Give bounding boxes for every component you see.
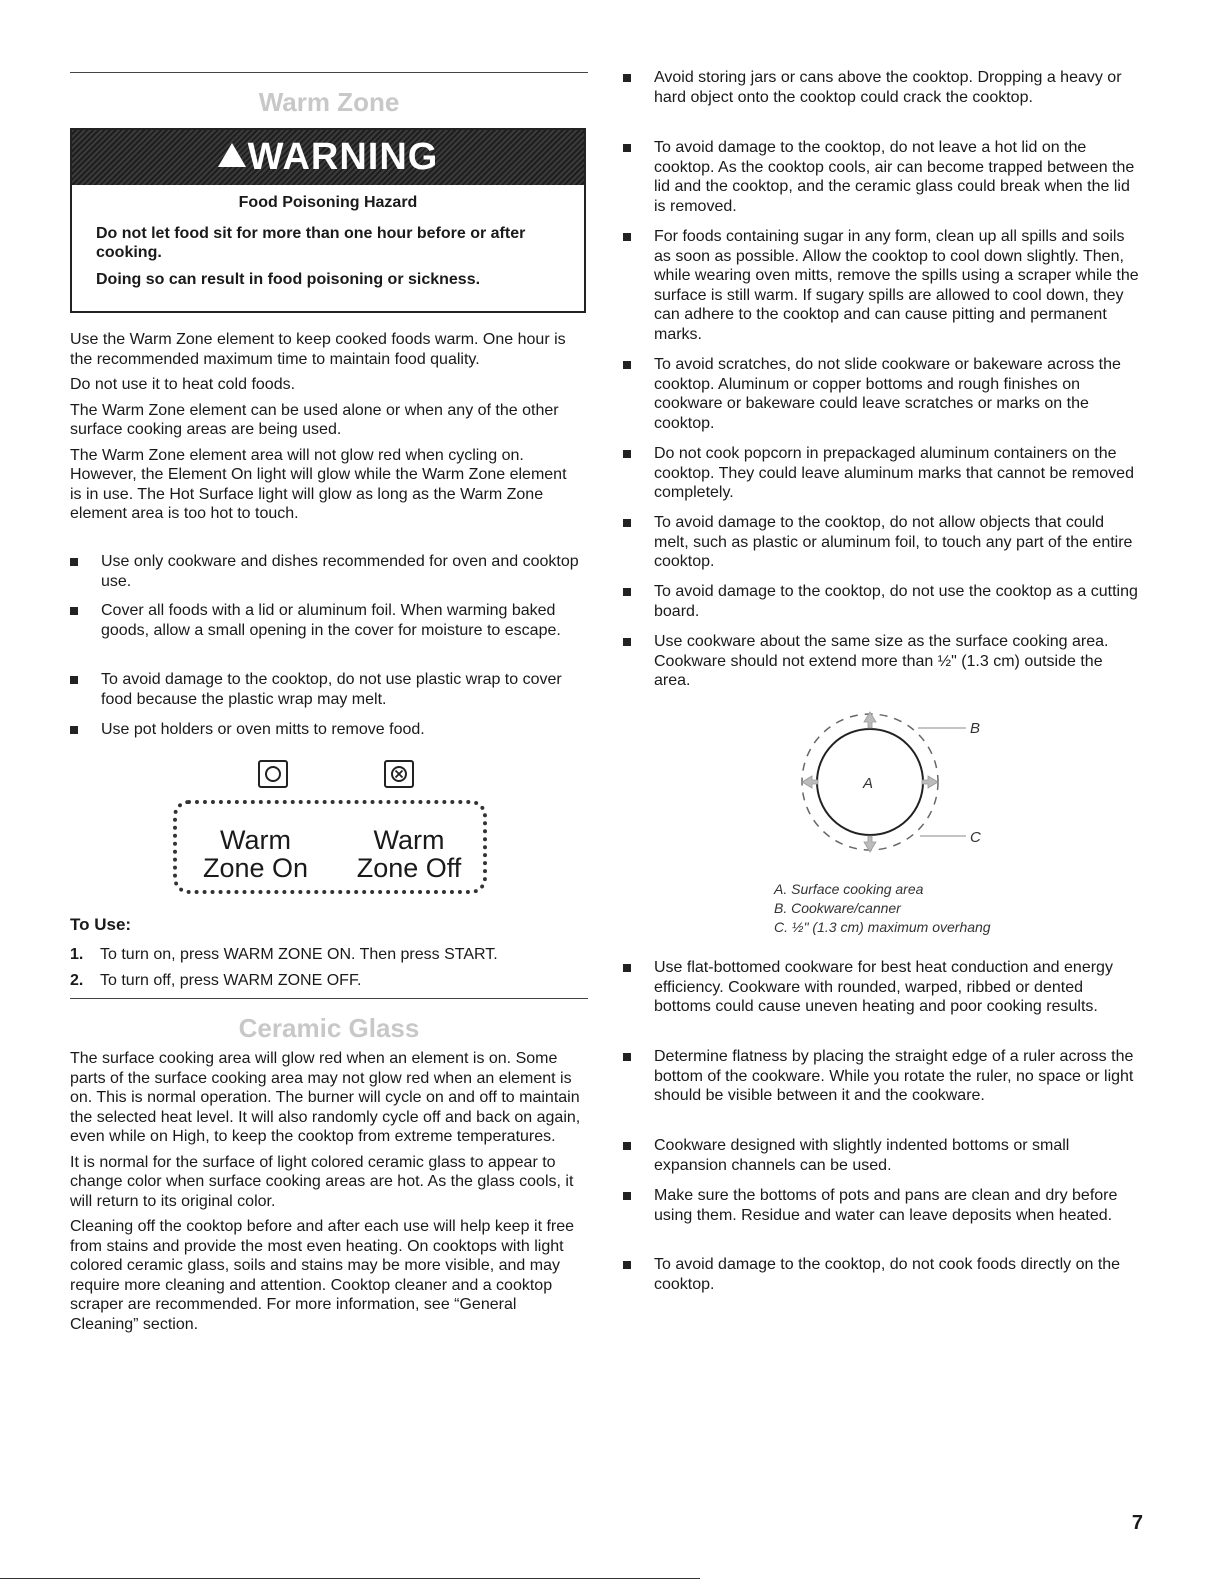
caption-line: A. Surface cooking area [774,881,924,897]
bullet-icon [623,964,631,972]
bullet-icon [623,144,631,152]
step-text: To turn off, press WARM ZONE OFF. [100,971,362,989]
warning-line-2: Doing so can result in food poisoning or sickness. [96,271,481,288]
to-use-heading: To Use: [70,915,132,934]
ceramic-glass-paragraph: Cleaning off the cooktop before and after each use will help keep it free from stains and provide the most even heating. On cooktops with light colored ceramic glass, soils and stains may be more visible, and may require more cleaning and attention. Cooktop cleaner and a cooktop scraper are recommended. For more information, see “General Cleaning” section. [70,1218,575,1333]
list-item-text: To avoid damage to the cooktop, do not use plastic wrap to cover food because the plastic wrap may melt. [101,671,562,708]
bullet-icon [623,450,631,458]
top-rule [70,72,588,73]
list-item-text: To avoid scratches, do not slide cookware or bakeware across the cooktop. Aluminum or copper bottoms and rough finishes on cookware or bakeware could leave scratches or marks on the cooktop. [654,356,1121,432]
warm-zone-paragraph: The Warm Zone element area will not glow red when cycling on. However, the Element On light will glow while the Warm Zone element is in use. The Hot Surface light will glow as long as the Warm Zone element area is too hot to touch. [70,446,567,522]
bullet-icon [623,233,631,241]
list-item-text: Do not cook popcorn in prepackaged aluminum containers on the cooktop. They could leave aluminum marks that cannot be removed completely. [654,445,1134,501]
ceramic-glass-paragraph: The surface cooking area will glow red when an element is on. Some parts of the surface cooking area may not glow red when an element is on. This is normal operation. The burner will cycle on and off to maintain the selected heat level. It will also randomly cycle off and back on again, even while on High, to keep the cooktop from extreme temperatures. [70,1050,581,1145]
list-item-text: Avoid storing jars or cans above the cooktop. Dropping a heavy or hard object onto the cooktop could crack the cooktop. [654,69,1122,106]
list-item-text: For foods containing sugar in any form, clean up all spills and soils as soon as possible. Allow the cooktop to cool down slightly. Then, while wearing oven mitts, remove the spills using a scraper while the surface is still warm. If sugary spills are allowed to cool down, they can adhere to the cooktop and can cause pitting and permanent marks. [654,228,1139,343]
warning-line-1: Do not let food sit for more than one hour before or after cooking. [96,225,526,261]
warm-zone-paragraph: The Warm Zone element can be used alone or when any of the other surface cooking areas are being used. [70,401,559,438]
to-use-steps [70,945,582,990]
list-item-text: Determine flatness by placing the straight edge of a ruler across the bottom of the cookware. While you rotate the ruler, no space or light should be visible between it and the cookware. [654,1048,1134,1104]
list-item-text: Make sure the bottoms of pots and pans are clean and dry before using them. Residue and water can leave deposits when heated. [654,1187,1118,1224]
list-item [623,138,1143,216]
warning-header [72,130,584,185]
list-item [70,720,582,740]
list-item [623,1136,1143,1175]
list-item-text: Use pot holders or oven mitts to remove food. [101,721,425,738]
step-text: To turn on, press WARM ZONE ON. Then press START. [100,946,498,963]
label-b: B [970,720,981,737]
warm-zone-on-label [188,826,323,882]
list-item-text: Use cookware about the same size as the surface cooking area. Cookware should not extend more than ½" (1.3 cm) outside the area. [654,633,1109,689]
label-line: Warm [220,825,291,855]
list-item [70,552,582,591]
bullet-icon [623,1192,631,1200]
list-item [623,958,1143,1017]
list-item-text: Use only cookware and dishes recommended for oven and cooktop use. [101,553,579,590]
label-line: Warm [373,825,445,855]
page-number: 7 [1131,1512,1143,1534]
list-item [623,227,1143,344]
warning-hazard: Food Poisoning Hazard [238,194,418,211]
bullet-icon [623,588,631,596]
list-item [623,632,1143,691]
list-item-text: To avoid damage to the cooktop, do not allow objects that could melt, such as plastic or aluminum foil, to touch any part of the entire cooktop. [654,514,1133,570]
warm-zone-off-label [340,826,478,882]
bullet-icon [623,361,631,369]
bullet-icon [70,607,78,615]
bullet-icon [623,519,631,527]
section-rule [70,998,588,999]
bullet-icon [623,1261,631,1269]
ceramic-glass-body [70,1049,584,1334]
warm-zone-paragraph: Use the Warm Zone element to keep cooked foods warm. One hour is the recommended maximum time to maintain food quality. [70,331,566,368]
list-item [70,601,585,640]
list-item [70,971,582,991]
label-line: Zone On [202,853,309,883]
list-item-text: To avoid damage to the cooktop, do not use the cooktop as a cutting board. [654,583,1138,620]
caption-line: C. ½" (1.3 cm) maximum overhang [774,919,991,935]
bullet-icon [623,1142,631,1150]
list-item [623,68,1143,107]
list-item [623,1186,1143,1225]
list-item-text: Use flat-bottomed cookware for best heat conduction and energy efficiency. Cookware with rounded, warped, ribbed or dented bottoms could cause uneven heating and poor cooking results. [654,959,1113,1015]
warm-zone-on-key-icon [258,760,288,788]
list-item [70,670,582,709]
ceramic-glass-title: Ceramic Glass [238,1013,420,1043]
step-number: 2. [70,971,84,989]
warm-zone-intro [70,330,582,524]
diagram-caption [774,880,991,937]
label-c: C [970,829,981,846]
list-item [623,1255,1143,1294]
warning-box [70,128,586,313]
bullet-icon [70,558,78,566]
list-item [623,1047,1143,1106]
warm-zone-paragraph: Do not use it to heat cold foods. [70,376,296,393]
label-a: A [863,775,874,792]
bullet-icon [70,676,78,684]
caption-line: B. Cookware/canner [774,900,901,916]
bullet-icon [70,726,78,734]
step-number: 1. [70,946,84,963]
bottom-rule [0,1578,700,1579]
cookware-overhang-diagram [770,700,1010,870]
list-item [623,513,1143,572]
warning-triangle-icon [218,143,246,167]
warm-zone-title: Warm Zone [258,87,400,117]
list-item-text: To avoid damage to the cooktop, do not cook foods directly on the cooktop. [654,1256,1121,1293]
bullet-icon [623,74,631,82]
list-item-text: To avoid damage to the cooktop, do not leave a hot lid on the cooktop. As the cooktop cools, air can become trapped between the lid and the cooktop, and the ceramic glass could break when the lid is removed. [654,139,1135,215]
list-item [623,355,1143,433]
bullet-icon [623,638,631,646]
list-item [70,945,582,965]
list-item [623,444,1143,503]
label-line: Zone Off [356,853,462,883]
list-item [623,582,1143,621]
bullet-icon [623,1053,631,1061]
warning-header-text: WARNING [247,136,439,178]
ceramic-glass-paragraph: It is normal for the surface of light colored ceramic glass to appear to change color when surface cooking areas are hot. As the glass cools, it will return to its original color. [70,1153,574,1210]
warm-zone-off-key-icon [384,760,414,788]
list-item-text: Cover all foods with a lid or aluminum foil. When warming baked goods, allow a small opening in the cover for moisture to escape. [101,602,561,639]
list-item-text: Cookware designed with slightly indented bottoms or small expansion channels can be used. [654,1137,1070,1174]
